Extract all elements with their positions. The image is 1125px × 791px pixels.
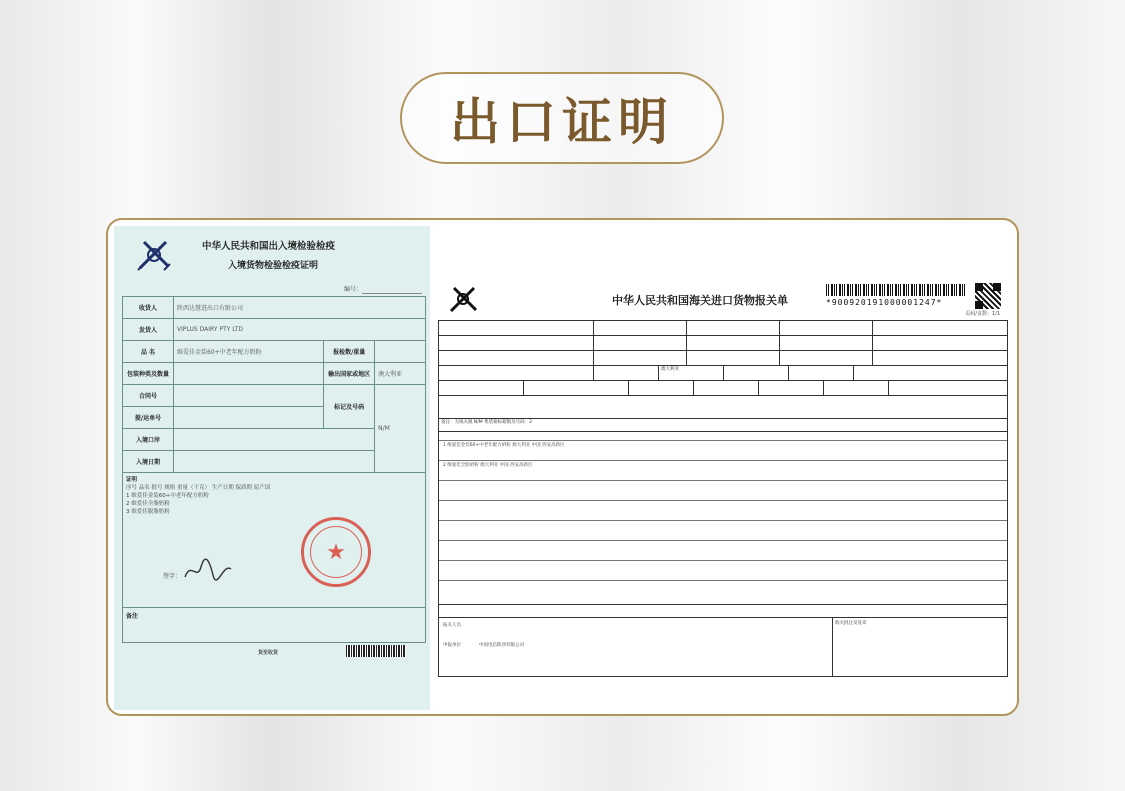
handwritten-signature [183,557,233,583]
row-label: 标记及号码 [324,385,375,429]
memo-label: 备注 [126,613,139,620]
row-label: 品 名 [123,341,174,363]
goods-note: 备注：无线关税 N/M 集装箱标箱数及号码：2 [441,420,532,425]
row-value [375,341,426,363]
origin-country-cell: 澳大利亚 [659,366,724,380]
certificate-footer [122,643,426,663]
goods-line: 2 维爱佳全脂奶粉 澳大利亚 中国 西安高新区 [443,463,533,468]
declaring-unit-value: 中国电信陕西有限公司 [479,643,524,648]
certificate-proof-section [122,473,426,608]
sign-label: 签字： [163,573,182,580]
proof-header: 序号 品名 批号 规格 重量（千克） 生产日期 保质期 原产国 [126,485,271,491]
proof-line: 1 维爱佳金装60+中老年配方奶粉 [126,493,209,499]
proof-label: 证明 [126,477,138,483]
row-value [174,429,375,451]
goods-line: 1 维爱佳金装60+中老年配方奶粉 澳大利亚 中国 西安高新区 [443,443,565,448]
row-value: N/M [375,385,426,473]
row-value [174,385,324,407]
row-value [174,363,324,385]
inspection-emblem-icon [136,238,172,272]
declaration-title: 中华人民共和国海关进口货物报关单 [612,294,788,307]
row-label: 入境日期 [123,451,174,473]
row-value [174,407,324,429]
customs-endorsement-label: 海关批注及签章 [835,621,867,626]
row-label: 入境口岸 [123,429,174,451]
row-label: 发货人 [123,319,174,341]
footer-barcode [346,645,406,657]
customs-emblem-icon [448,284,478,314]
row-value: 澳大利亚 [375,363,426,385]
inspection-certificate: 中华人民共和国出入境检验检疫 入境货物检验检疫证明 编号： 收货人 陕西达慧进出口有限公司 发货人 VIPLUS DAIRY PTY LTD 品 名 维爱佳金装60+中老年配方奶粉 报检数/重量 包装种类及数量 输出国家或地区 澳大利亚 合同号 标记及号码 N/M 提/运单号 入境口岸 入境日期 证明 序号 品名 批号 规格 重量（千克） 生产日期 保质期 原产国 1 维爱佳金装60+中老年配方奶粉 2 维爱佳全脂奶粉 3 维爱佳脱脂奶粉 ★ 签字： 备注 货至收货 [114,226,434,710]
certificate-table [122,296,426,473]
declaration-barcode [826,284,966,296]
certificate-number-label: 编号 [343,286,356,293]
row-value: VIPLUS DAIRY PTY LTD [174,319,426,341]
memo-row [122,608,426,643]
proof-line: 3 维爱佳脱脂奶粉 [126,509,170,515]
page-title: 出口证明 [450,93,674,151]
proof-line: 2 维爱佳全脂奶粉 [126,501,170,507]
footer-center-text: 货至收货 [258,650,279,656]
certificate-number-value [362,286,422,294]
page-title-pill [400,72,724,164]
official-seal [301,517,371,587]
row-label: 合同号 [123,385,174,407]
declaration-grid [438,320,1008,677]
row-label: 报检数/重量 [324,341,375,363]
certificate-title: 中华人民共和国出入境检验检疫 [202,241,336,252]
row-value [174,451,375,473]
row-label: 提/运单号 [123,407,174,429]
declaration-qr-code [974,282,1002,310]
seal-star-icon: ★ [326,539,346,565]
document-frame [106,218,1019,716]
row-label: 包装种类及数量 [123,363,174,385]
row-label: 输出国家或地区 [324,363,375,385]
page-count: 页码/页数：1/1 [965,311,1000,317]
declaration-barcode-number: *900920191000001247* [826,298,943,307]
customs-declaration [430,226,1016,710]
goods-list [439,432,1007,605]
row-value: 维爱佳金装60+中老年配方奶粉 [174,341,324,363]
row-label: 收货人 [123,297,174,319]
declarant-label: 报关人员 [443,623,461,628]
row-value: 陕西达慧进出口有限公司 [174,297,426,319]
certificate-subtitle: 入境货物检验检疫证明 [228,261,319,271]
declaring-unit-label: 申报单位 [443,643,461,648]
